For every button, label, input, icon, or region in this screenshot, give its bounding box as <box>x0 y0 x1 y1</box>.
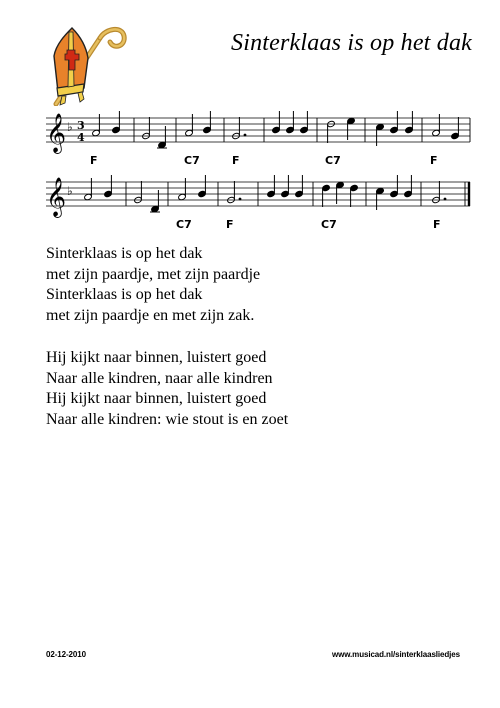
treble-clef-icon: 𝄞 <box>46 113 67 153</box>
verse-1 <box>46 244 466 326</box>
svg-text:♭: ♭ <box>67 184 73 198</box>
footer-url[interactable]: www.musicad.nl/sinterklaasliedjes <box>331 650 460 659</box>
svg-text:4: 4 <box>77 131 85 144</box>
chord-label: F <box>226 218 234 231</box>
svg-text:♭: ♭ <box>67 120 73 134</box>
chord-label: F <box>430 154 438 167</box>
footer-date: 02-12-2010 <box>46 650 86 659</box>
lyric-line: Hij kijkt naar binnen, luistert goed <box>46 390 267 407</box>
chord-label: C7 <box>176 218 192 231</box>
svg-text:3: 3 <box>77 119 85 132</box>
chord-label: F <box>232 154 240 167</box>
lyric-line: Naar alle kindren, naar alle kindren <box>46 369 273 387</box>
song-title: Sinterklaas is op het dak <box>231 30 472 56</box>
verse-2 <box>46 348 466 430</box>
chord-label: F <box>433 218 441 231</box>
lyric-line: met zijn paardje, met zijn paardje <box>46 265 261 283</box>
lyric-line: Hij kijkt naar binnen, luistert goed <box>46 349 267 366</box>
chord-label: C7 <box>184 154 200 167</box>
lyric-line: met zijn paardje en met zijn zak. <box>46 306 255 324</box>
lyric-line: Sinterklaas is op het dak <box>46 286 203 303</box>
lyrics <box>46 244 466 452</box>
treble-clef-icon: 𝄞 <box>46 177 67 217</box>
mitre-staff-icon <box>42 26 134 106</box>
chord-label: C7 <box>325 154 341 167</box>
lyric-line: Sinterklaas is op het dak <box>46 245 203 262</box>
chord-label: F <box>90 154 98 167</box>
chord-label: C7 <box>321 218 337 231</box>
lyric-line: Naar alle kindren: wie stout is en zoet <box>46 410 289 428</box>
